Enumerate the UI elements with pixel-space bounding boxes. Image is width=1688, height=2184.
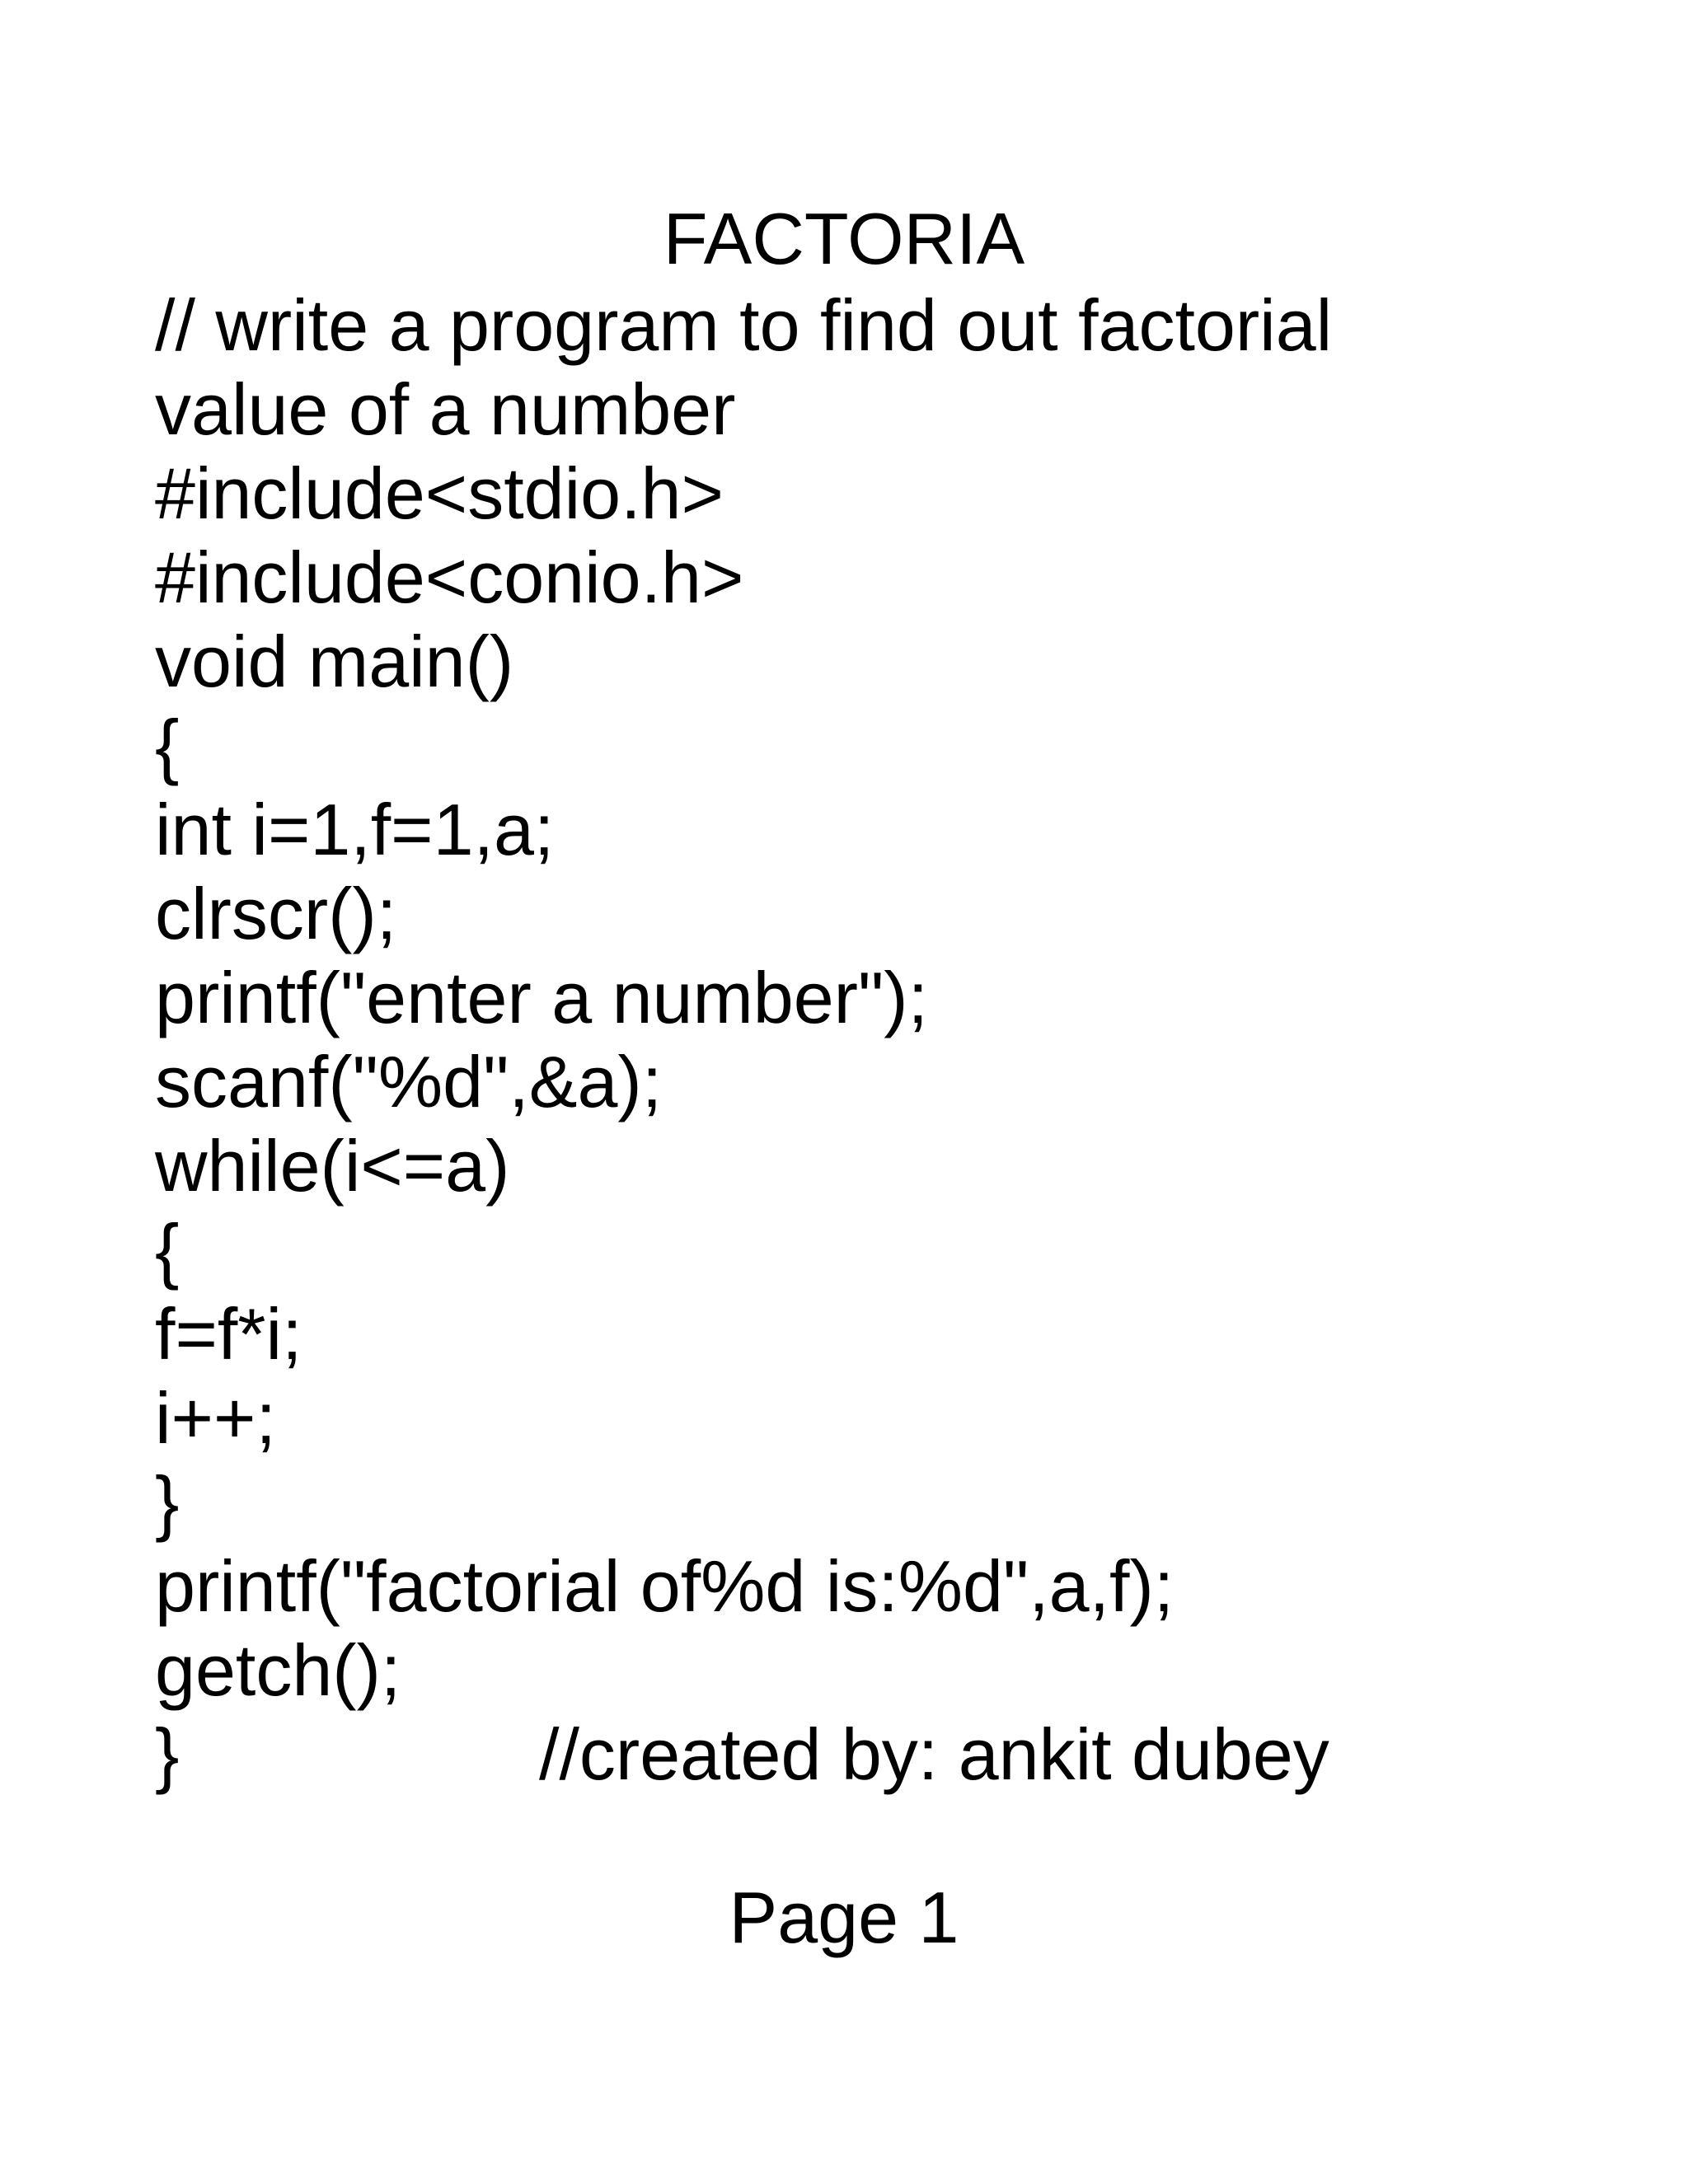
code-line-while: while(i<=a) bbox=[155, 1125, 510, 1207]
code-line-multiply: f=f*i; bbox=[155, 1293, 302, 1375]
code-line-loop-close-brace: } bbox=[155, 1461, 180, 1543]
code-line-printf-result: printf("factorial of%d is:%d",a,f); bbox=[155, 1545, 1175, 1627]
page-title: FACTORIA bbox=[663, 198, 1025, 279]
code-line-clrscr: clrscr(); bbox=[155, 873, 397, 954]
code-line-open-brace: { bbox=[155, 705, 180, 786]
code-line-close-brace: } bbox=[155, 1713, 180, 1795]
code-line-comment: // write a program to find out factorial bbox=[155, 284, 1333, 366]
code-line-include-conio: #include<conio.h> bbox=[155, 537, 744, 618]
author-credit: //created by: ankit dubey bbox=[539, 1713, 1329, 1795]
code-line-loop-open-brace: { bbox=[155, 1209, 180, 1291]
code-line-getch: getch(); bbox=[155, 1629, 401, 1711]
code-line-increment: i++; bbox=[155, 1377, 276, 1459]
code-line-scanf: scanf("%d",&a); bbox=[155, 1041, 663, 1122]
code-line-include-stdio: #include<stdio.h> bbox=[155, 452, 724, 534]
page-number: Page 1 bbox=[729, 1877, 959, 1958]
code-line-printf-prompt: printf("enter a number"); bbox=[155, 957, 928, 1038]
code-line-main-signature: void main() bbox=[155, 621, 514, 702]
code-line-declaration: int i=1,f=1,a; bbox=[155, 789, 555, 870]
code-line-comment-continued: value of a number bbox=[155, 368, 736, 450]
